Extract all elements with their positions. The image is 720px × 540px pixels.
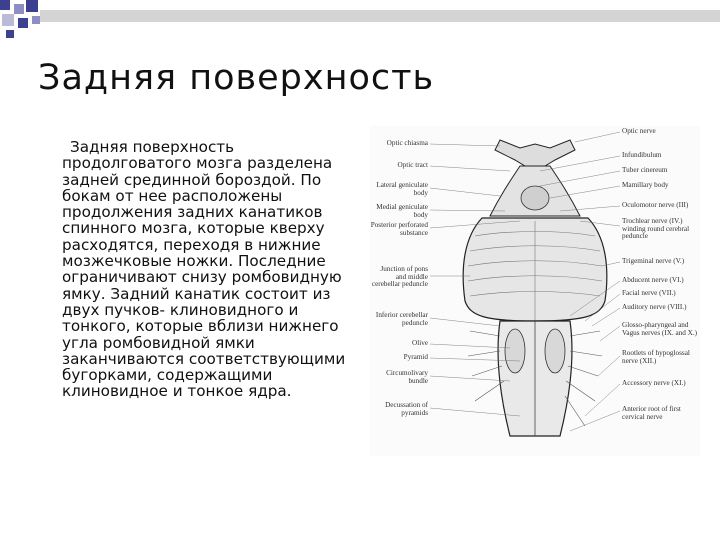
label-optic-tract: Optic tract (397, 161, 428, 169)
label-trochlear: Trochlear nerve (IV.) winding round cerebral peduncle (622, 217, 690, 241)
decor-square (26, 0, 38, 12)
slide-title: Задняя поверхность (38, 58, 435, 98)
mamillary-body-shape (521, 186, 549, 210)
label-olive: Olive (412, 339, 428, 347)
slide-body-text: Задняя поверхность продолговатого мозга разделена задней срединной бороздой. По бокам от нее расположены продолжения задних канатиков спинного мозга, которые кверху расходятся, переходя в нижние мозжечковые ножки. Последние ограничивают снизу ромбовидную ямку. Задний канатик состоит из двух пучков- клиновидного и тонкого, которые вблизи нижнего угла ромбовидной ямки заканчиваются соответствующими бугорками, содержащими клиновидное и тонкое ядра. (62, 138, 346, 401)
label-lateral-geniculate: Lateral geniculate body (376, 181, 428, 197)
label-inferior-cerebellar: Inferior cerebellar peduncle (375, 311, 428, 327)
decor-square (18, 18, 28, 28)
decor-square (6, 30, 14, 38)
label-oculomotor: Oculomotor nerve (III) (622, 201, 689, 209)
label-decussation: Decussation of pyramids (385, 401, 428, 417)
label-posterior-perforated: Posterior perforated substance (370, 221, 428, 237)
label-pyramid: Pyramid (403, 353, 428, 361)
olive-right-shape (545, 329, 565, 373)
brainstem-illustration (370, 126, 700, 456)
decor-square (2, 14, 14, 26)
olive-left-shape (505, 329, 525, 373)
decor-square (32, 16, 40, 24)
label-first-cervical: Anterior root of first cervical nerve (622, 405, 681, 421)
label-hypoglossal: Rootlets of hypoglossal nerve (XII.) (622, 349, 690, 365)
decor-stripe (40, 10, 720, 22)
label-abducent: Abducent nerve (VI.) (622, 276, 684, 284)
decor-pattern (0, 0, 720, 40)
decor-square (14, 4, 24, 14)
label-infundibulum: Infundibulum (622, 151, 662, 159)
label-trigeminal: Trigeminal nerve (V.) (622, 257, 685, 265)
label-optic-chiasma: Optic chiasma (386, 139, 428, 147)
label-optic-nerve: Optic nerve (622, 127, 656, 135)
label-tuber-cinereum: Tuber cinereum (622, 166, 668, 174)
decor-square (0, 0, 10, 10)
label-pons-junction: Junction of pons and middle cerebellar peduncle (371, 265, 428, 289)
label-medial-geniculate: Medial geniculate body (376, 203, 428, 219)
top-decoration (0, 0, 720, 40)
label-auditory: Auditory nerve (VIII.) (622, 303, 687, 311)
label-accessory: Accessory nerve (XI.) (622, 379, 686, 387)
label-glossopharyngeal-vagus: Glosso-pharyngeal and Vagus nerves (IX. and X.) (622, 321, 698, 337)
label-circumolivary: Circumolivary bundle (386, 369, 428, 385)
label-facial: Facial nerve (VII.) (622, 289, 676, 297)
label-mamillary-body: Mamillary body (622, 181, 669, 189)
